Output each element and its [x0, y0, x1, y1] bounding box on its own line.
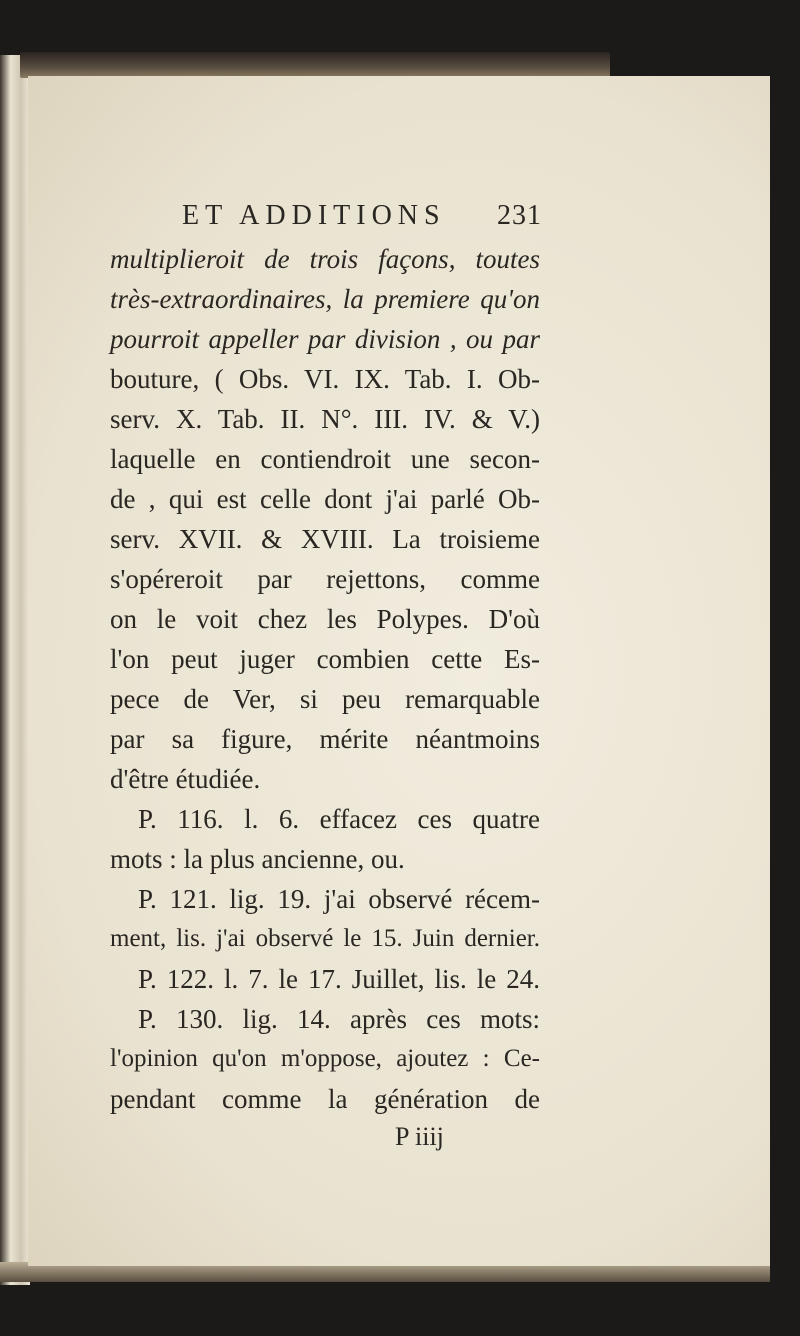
text-line: pourroit appeller par division , ou par [110, 324, 540, 354]
text-line: par sa figure, mérite néantmoins [110, 724, 540, 754]
page-number: 231 [497, 200, 542, 231]
text-line: serv. X. Tab. II. N°. III. IV. & V.) [110, 404, 540, 434]
text-line: pendant comme la génération de [110, 1084, 540, 1114]
text-line: très-extraordinaires, la premiere qu'on [110, 284, 540, 314]
text-line: l'on peut juger combien cette Es- [110, 644, 540, 674]
text-line: on le voit chez les Polypes. D'où [110, 604, 540, 634]
signature-mark: P iiij [395, 1122, 444, 1151]
book-spine-edge [0, 55, 30, 1285]
book-top-edge [20, 52, 610, 78]
text-line: ment, lis. j'ai observé le 15. Juin dernier. [110, 925, 540, 952]
text-line: pece de Ver, si peu remarquable [110, 684, 540, 714]
text-line: multiplieroit de trois façons, toutes [110, 244, 540, 274]
text-line: serv. XVII. & XVIII. La troisieme [110, 524, 540, 554]
text-line: P. 122. l. 7. le 17. Juillet, lis. le 24. [138, 964, 540, 994]
text-line: laquelle en contiendroit une secon- [110, 444, 540, 474]
text-line: de , qui est celle dont j'ai parlé Ob- [110, 484, 540, 514]
running-header [182, 200, 542, 234]
text-line: mots : la plus ancienne, ou. [110, 844, 405, 874]
running-title: ET ADDITIONS [182, 200, 446, 231]
text-line: l'opinion qu'on m'oppose, ajoutez : Ce- [110, 1045, 540, 1072]
text-line: P. 130. lig. 14. après ces mots: [138, 1004, 540, 1034]
text-line: s'opéreroit par rejettons, comme [110, 564, 540, 594]
text-line: P. 121. lig. 19. j'ai observé récem- [138, 884, 540, 914]
text-line: d'être étudiée. [110, 764, 261, 794]
text-line: bouture, ( Obs. VI. IX. Tab. I. Ob- [110, 364, 540, 394]
text-line: P. 116. l. 6. effacez ces quatre [138, 804, 540, 834]
